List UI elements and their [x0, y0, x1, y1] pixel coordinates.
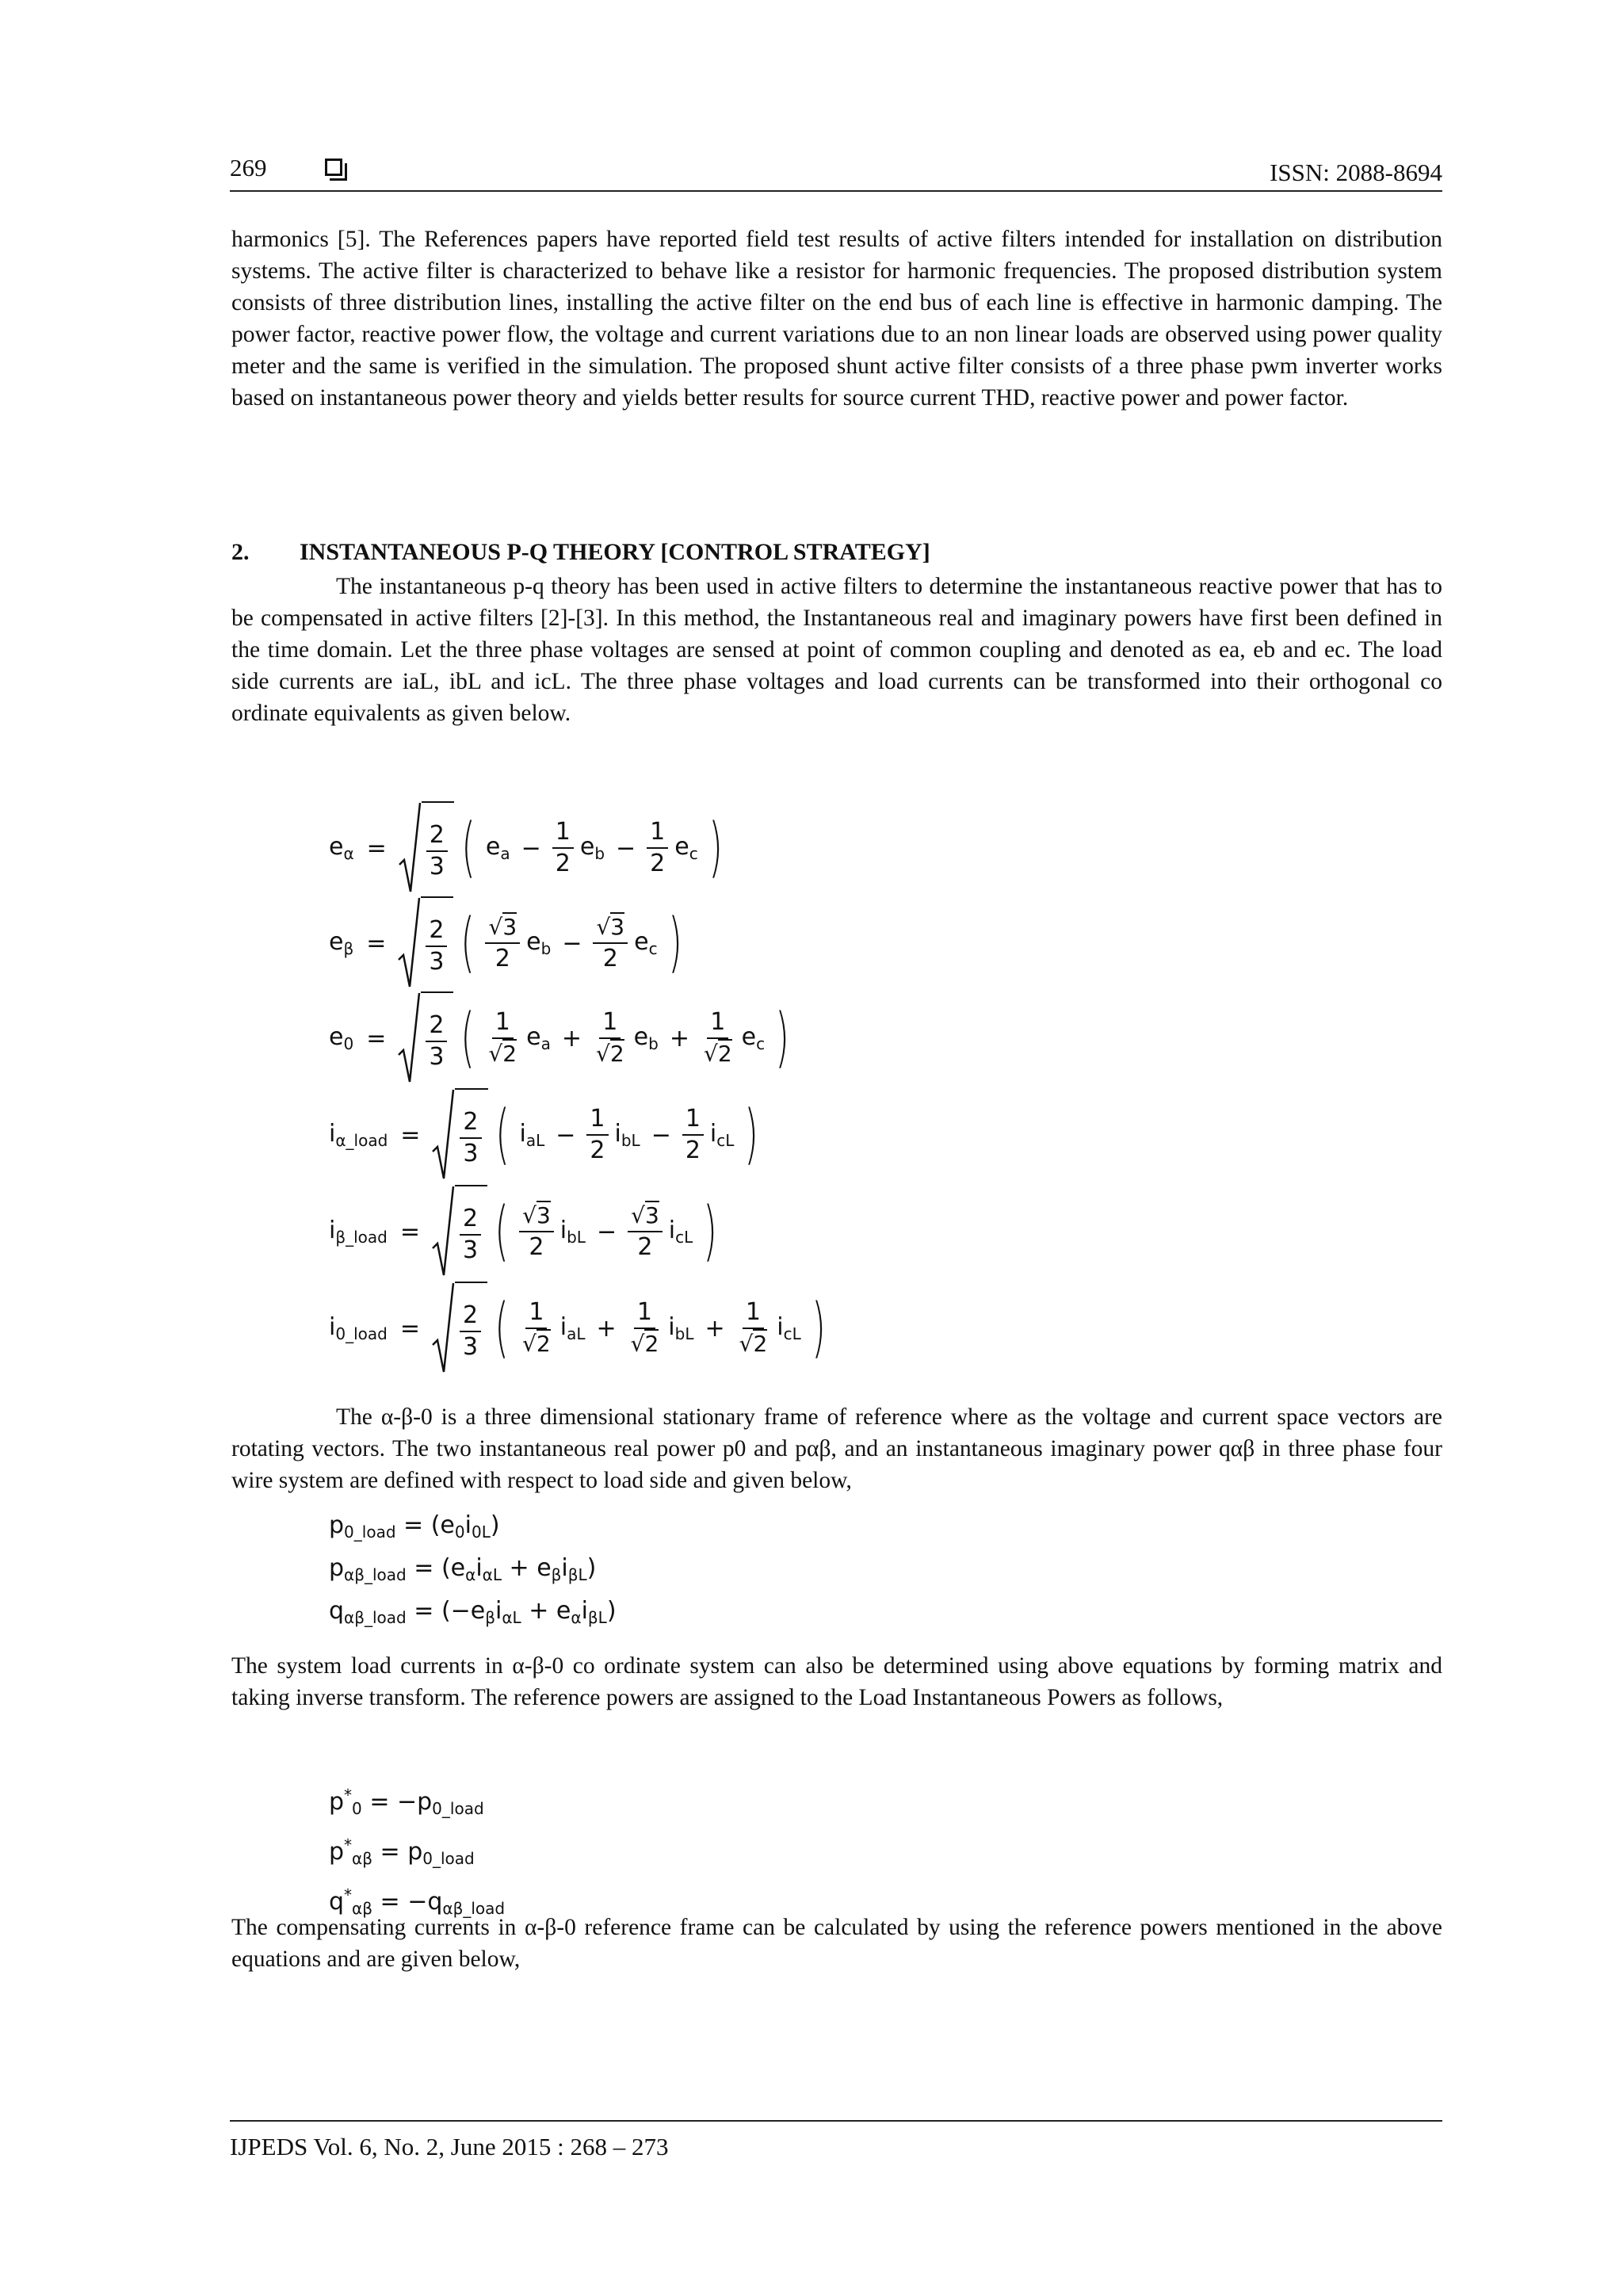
equation-e-beta: $e_\beta$ = $\frac{2}{3}$ ( $\frac{√3}{2}$ $e_b$ − $\frac{√3}{2}$ $e_c$ )	[329, 896, 689, 991]
issn-label: ISSN: 2088-8694	[1270, 159, 1442, 186]
equation-e-zero: $e_0$ = $\frac{2}{3}$ ( $\frac{1}{√2}$ $e_a$ + $\frac{1}{√2}$ $e_b$ + $\frac{1}{√2}$ $e_c$ )	[329, 991, 796, 1086]
power-equations	[329, 1507, 617, 1636]
equation-p0-ref: $p^*_0 = -p_{0\_load}$	[329, 1786, 484, 1818]
equation-q-alpha-beta-load: $q_{\alpha\beta\_load} = (-e_\beta i_{\alpha L} + e_\alpha i_{\beta L})$	[329, 1597, 617, 1627]
load-currents-paragraph: The system load currents in α-β-0 co ordinate system can also be determined using above equations by forming matrix and taking inverse transform. The reference powers are assigned to the Load Instantaneous Powers as follows,	[231, 1653, 1442, 1710]
alpha-beta-paragraph: The α-β-0 is a three dimensional stationary frame of reference where as the voltage and current space vectors are rotating vectors. The two instantaneous real power p0 and pαβ, and an instantaneous imaginary power qαβ in three phase four wire system are defined with respect to load side and given below,	[231, 1404, 1442, 1493]
intro-paragraph: harmonics [5]. The References papers have reported field test results of active filters intended for installation on distribution systems. The active filter is characterized to behave like a resistor for harmonic frequencies. The proposed distribution system consists of three distribution lines, installing the active filter on the end bus of each line is effective in harmonic damping. The power factor, reactive power flow, the voltage and current variations due to an non linear loads are observed using power quality meter and the same is verified in the simulation. The proposed shunt active filter consists of a three phase pwm inverter works based on instantaneous power theory and yields better results for source current THD, reactive power and power factor.	[231, 227, 1442, 411]
square-icon	[325, 159, 342, 176]
equation-p-alpha-beta-load: $p_{\alpha\beta\_load} = (e_\alpha i_{\alpha L} + e_\beta i_{\beta L})$	[329, 1554, 597, 1584]
page-number: 269	[230, 154, 267, 181]
section-title: INSTANTANEOUS P-Q THEORY [CONTROL STRATEGY]	[300, 539, 930, 565]
journal-citation: IJPEDS Vol. 6, No. 2, June 2015 : 268 – 273	[230, 2133, 669, 2160]
equation-p0-load: $p_{0\_load} = (e_0i_{0L})$	[329, 1511, 500, 1541]
section-heading	[231, 539, 930, 566]
equation-e-alpha: $e_\alpha$ = $\frac{2}{3}$ ( $e_a$ − $\frac{1}{2}$ $e_b$ − $\frac{1}{2}$ $e_c$ )	[329, 800, 730, 896]
section-number: 2.	[231, 539, 250, 565]
equation-q-alpha-beta-ref: $q^*_{\alpha\beta} = -q_{\alpha\beta\_load}$	[329, 1885, 506, 1918]
equation-i-alpha-load: $i_{\alpha\_load}$ = $\frac{2}{3}$ ( $i_{aL}$ − $\frac{1}{2}$ $i_{bL}$ − $\frac{1}{2}$ $i_{cL}$ )	[329, 1087, 766, 1182]
reference-power-equations	[329, 1777, 505, 1927]
page-header	[230, 149, 1442, 192]
compensating-currents-paragraph: The compensating currents in α-β-0 reference frame can be calculated by using the reference powers mentioned in the above equations and are given below,	[231, 1915, 1442, 1972]
section-paragraph: The instantaneous p-q theory has been used in active filters to determine the instantaneous reactive power that has to be compensated in active filters [2]-[3]. In this method, the Instantaneous real and imaginary powers have first been defined in the time domain. Let the three phase voltages are sensed at point of common coupling and denoted as ea, eb and ec. The load side currents are iaL, ibL and icL. The three phase voltages and load currents can be transformed into their orthogonal co ordinate equivalents as given below.	[231, 574, 1442, 726]
equation-i-zero-load: $i_{0\_load}$ = $\frac{2}{3}$ ( $\frac{1}{√2}$ $i_{aL}$ + $\frac{1}{√2}$ $i_{bL}$ + $\frac{1}{√2}$ $i_{cL}$ )	[329, 1281, 833, 1376]
equation-p-alpha-beta-ref: $p^*_{\alpha\beta} = p_{0\_load}$	[329, 1836, 475, 1868]
equation-i-beta-load: $i_{\beta\_load}$ = $\frac{2}{3}$ ( $\frac{√3}{2}$ $i_{bL}$ − $\frac{√3}{2}$ $i_{cL}$ )	[329, 1184, 724, 1279]
page-footer	[230, 2120, 1442, 2160]
